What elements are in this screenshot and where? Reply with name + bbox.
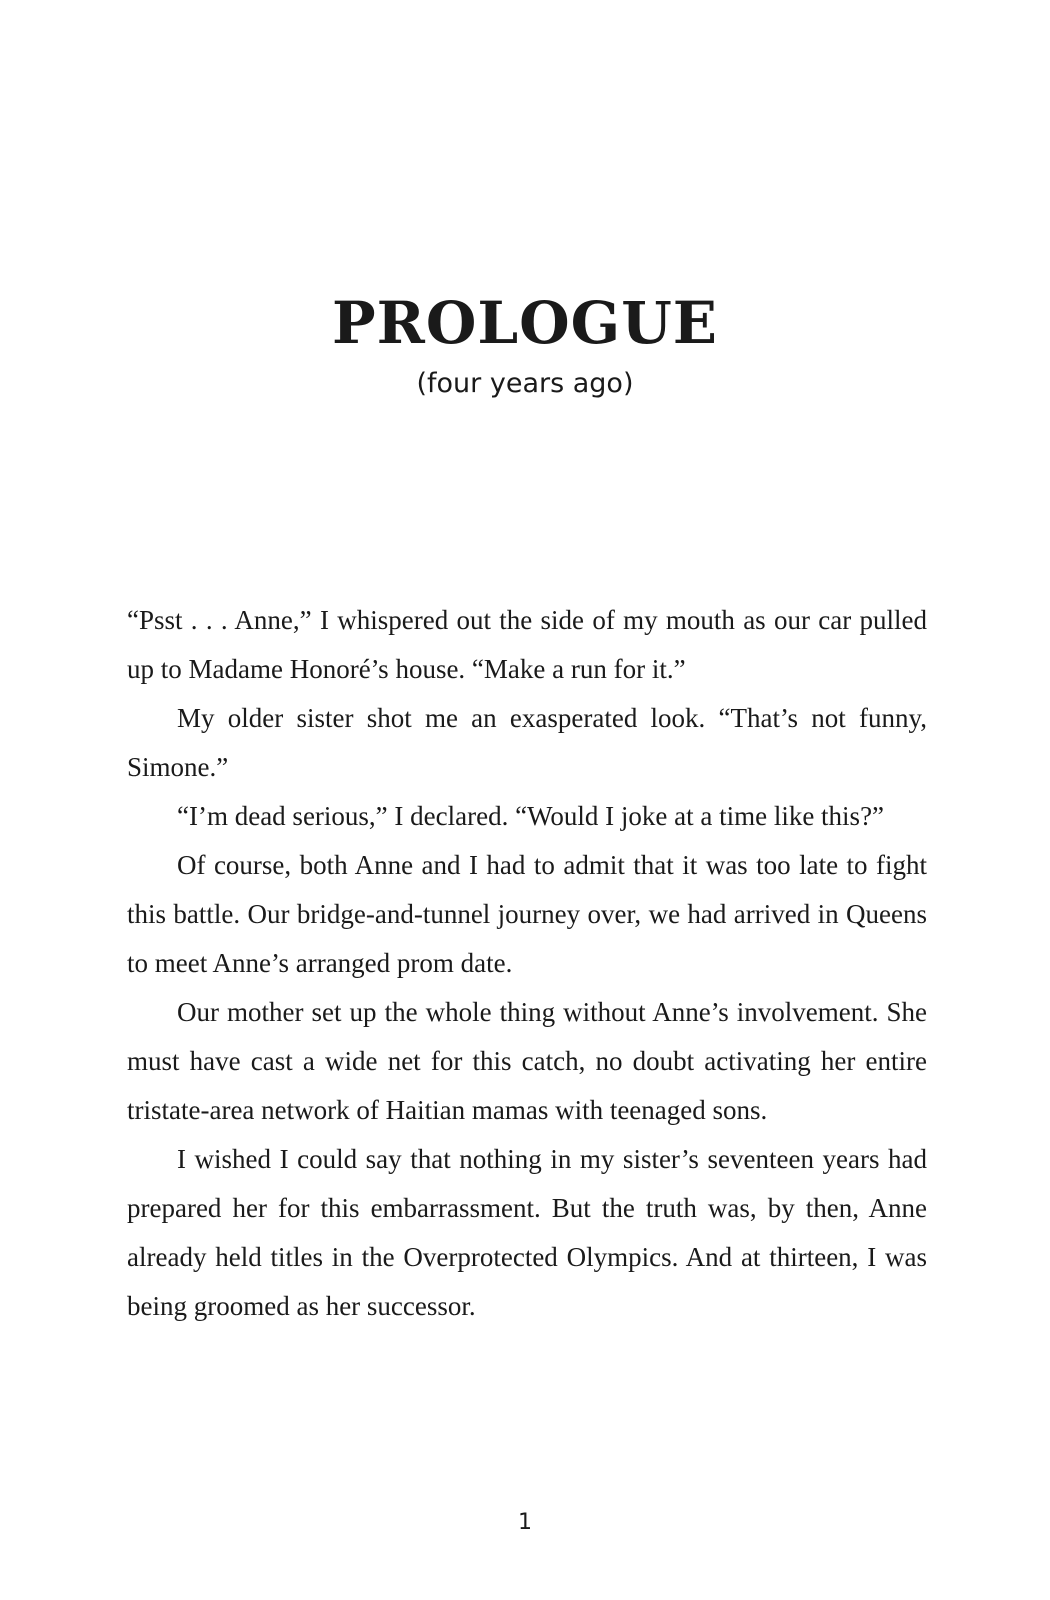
paragraph: I wished I could say that nothing in my sister’s seventeen years had prepared her for this embarrassment. But the truth was, by then, Anne already held titles in the Overprotected Olympics. And at thirteen, I was being groomed as her successor. — [127, 1144, 927, 1321]
paragraph: “I’m dead serious,” I declared. “Would I joke at a time like this?” — [177, 801, 885, 831]
paragraph: Of course, both Anne and I had to admit that it was too late to fight this battle. Our bridge-and-tunnel journey over, we had arrived in Queens to meet Anne’s arranged prom date. — [127, 850, 927, 978]
paragraph: Our mother set up the whole thing without Anne’s involvement. She must have cast a wide net for this catch, no doubt activating her entire tristate-area network of Haitian mamas with teenaged sons. — [127, 997, 927, 1125]
paragraph: My older sister shot me an exasperated look. “That’s not funny, Simone.” — [127, 703, 927, 782]
chapter-title: PROLOGUE — [332, 289, 718, 357]
body-text — [127, 596, 927, 1331]
paragraph: “Psst . . . Anne,” I whispered out the side of my mouth as our car pulled up to Madame Honoré’s house. “Make a run for it.” — [127, 605, 927, 684]
page-number: 1 — [518, 1510, 532, 1535]
chapter-subtitle: (four years ago) — [416, 368, 634, 399]
